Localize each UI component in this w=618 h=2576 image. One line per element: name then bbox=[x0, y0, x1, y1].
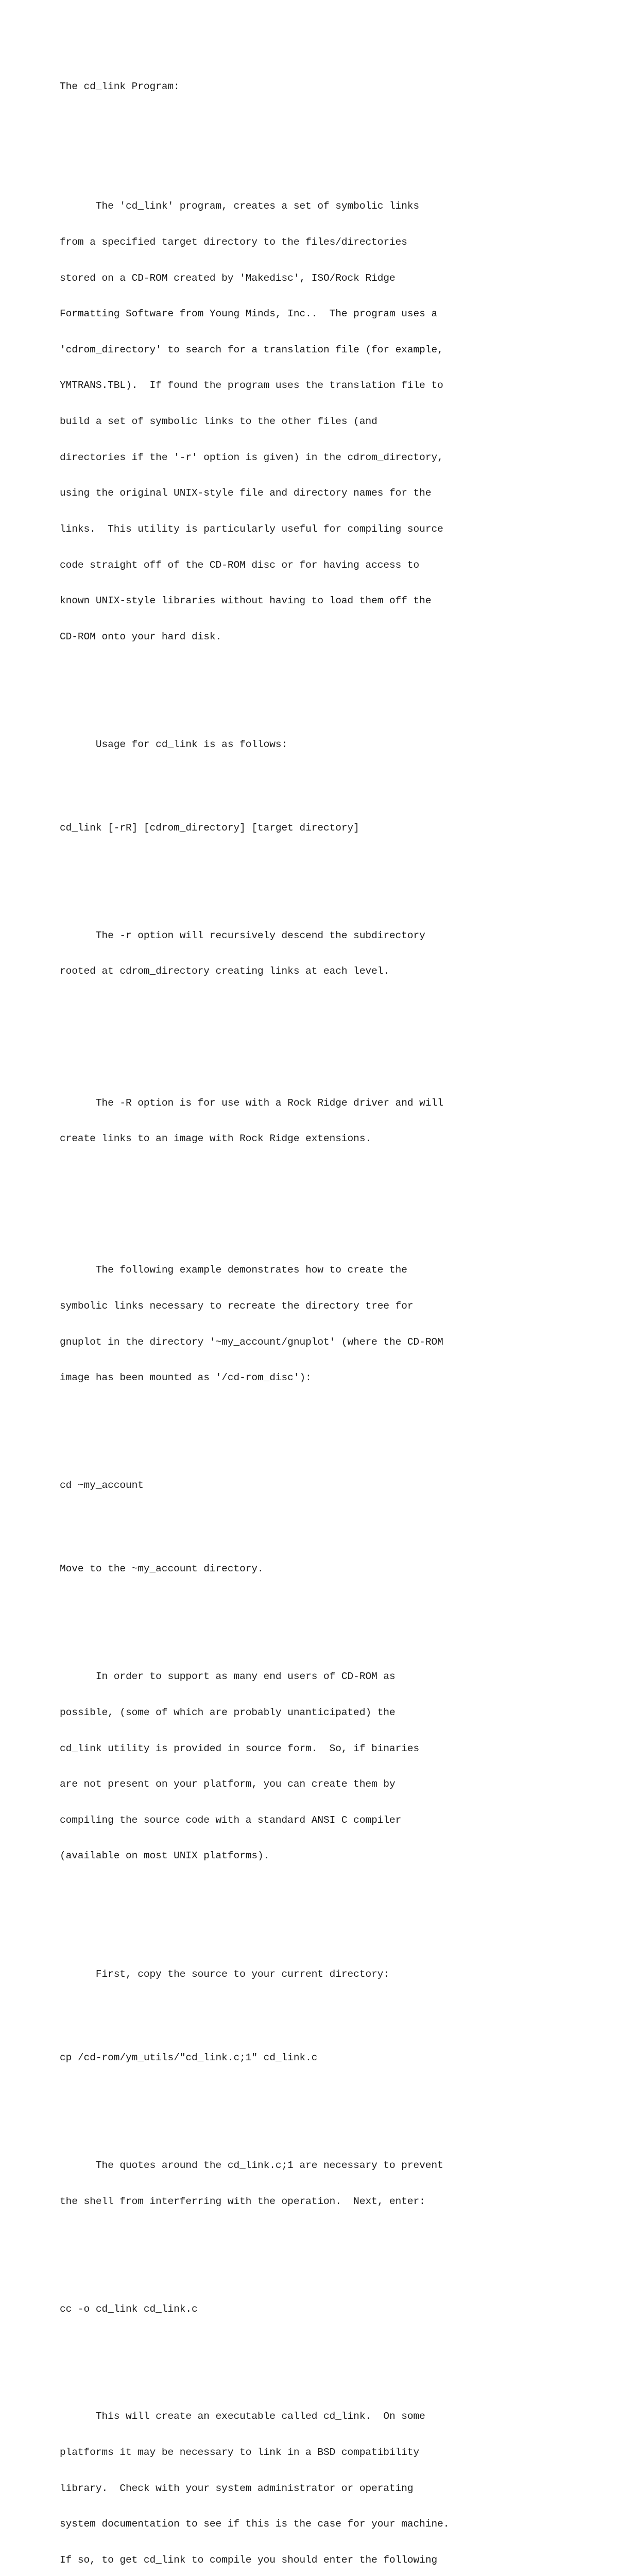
text-line: directories if the '-r' option is given) in the cdrom_directory, bbox=[60, 451, 443, 463]
text-line: symbolic links necessary to recreate the directory tree for bbox=[60, 1300, 414, 1312]
text-line: The 'cd_link' program, creates a set of symbolic links bbox=[60, 200, 420, 212]
text-line: gnuplot in the directory '~my_account/gnuplot' (where the CD-ROM bbox=[60, 1336, 443, 1348]
text-line: code straight off of the CD-ROM disc or for having access to bbox=[60, 559, 420, 571]
text-line: the shell from interferring with the operation. Next, enter: bbox=[60, 2195, 425, 2207]
text-line: The following example demonstrates how to create the bbox=[60, 1264, 407, 1276]
move-text: Move to the ~my_account directory. bbox=[60, 1563, 264, 1575]
paragraph-quotes bbox=[60, 2136, 575, 2232]
text-line: known UNIX-style libraries without having to load them off the bbox=[60, 595, 432, 607]
text-line: links. This utility is particularly useful for compiling source bbox=[60, 523, 443, 535]
text-line: stored on a CD-ROM created by 'Makedisc', ISO/Rock Ridge bbox=[60, 272, 396, 284]
text-line: The -r option will recursively descend the subdirectory bbox=[60, 929, 425, 941]
text-line: The -R option is for use with a Rock Ridge driver and will bbox=[60, 1097, 443, 1109]
paragraph-executable bbox=[60, 2387, 575, 2576]
document-page bbox=[60, 57, 575, 2576]
text-line: Formatting Software from Young Minds, Inc.. The program uses a bbox=[60, 308, 438, 320]
text-line: (available on most UNIX platforms). bbox=[60, 1850, 270, 1862]
text-line: create links to an image with Rock Ridge extensions. bbox=[60, 1133, 372, 1145]
text-line: The quotes around the cd_link.c;1 are necessary to prevent bbox=[60, 2160, 443, 2172]
usage-command: cd_link [-rR] [cdrom_directory] [target directory] bbox=[60, 822, 359, 834]
text-line: This will create an executable called cd_link. On some bbox=[60, 2411, 425, 2422]
text-line: using the original UNIX-style file and directory names for the bbox=[60, 487, 432, 499]
text-line: platforms it may be necessary to link in a BSD compatibility bbox=[60, 2447, 420, 2459]
text-line: In order to support as many end users of CD-ROM as bbox=[60, 1671, 396, 1683]
text-line: possible, (some of which are probably unanticipated) the bbox=[60, 1706, 396, 1718]
paragraph-R-option bbox=[60, 1073, 575, 1169]
paragraph-r-option bbox=[60, 906, 575, 1002]
text-line: build a set of symbolic links to the other files (and bbox=[60, 416, 377, 428]
text-line: from a specified target directory to the files/directories bbox=[60, 236, 407, 248]
first-copy-text: First, copy the source to your current directory: bbox=[60, 1968, 389, 1980]
text-line: image has been mounted as '/cd-rom_disc'): bbox=[60, 1372, 312, 1384]
text-line: If so, to get cd_link to compile you should enter the following bbox=[60, 2554, 438, 2566]
paragraph-example bbox=[60, 1241, 575, 1408]
text-line: compiling the source code with a standard ANSI C compiler bbox=[60, 1814, 402, 1826]
text-line: rooted at cdrom_directory creating links at each level. bbox=[60, 965, 389, 977]
paragraph-support bbox=[60, 1647, 575, 1886]
text-line: CD-ROM onto your hard disk. bbox=[60, 631, 222, 642]
command-cp: cp /cd-rom/ym_utils/"cd_link.c;1" cd_link.c bbox=[60, 2052, 318, 2064]
text-line: system documentation to see if this is the case for your machine. bbox=[60, 2518, 450, 2530]
document-title: The cd_link Program: bbox=[60, 81, 180, 93]
text-line: YMTRANS.TBL). If found the program uses the translation file to bbox=[60, 380, 443, 392]
text-line: 'cdrom_directory' to search for a translation file (for example, bbox=[60, 344, 443, 355]
usage-intro: Usage for cd_link is as follows: bbox=[60, 738, 288, 750]
text-line: library. Check with your system administrator or operating bbox=[60, 2482, 414, 2494]
text-line: are not present on your platform, you can create them by bbox=[60, 1778, 396, 1790]
paragraph-intro bbox=[60, 177, 575, 667]
text-line: cd_link utility is provided in source form. So, if binaries bbox=[60, 1742, 420, 1754]
command-cc: cc -o cd_link cd_link.c bbox=[60, 2303, 198, 2315]
command-cd: cd ~my_account bbox=[60, 1480, 144, 1492]
